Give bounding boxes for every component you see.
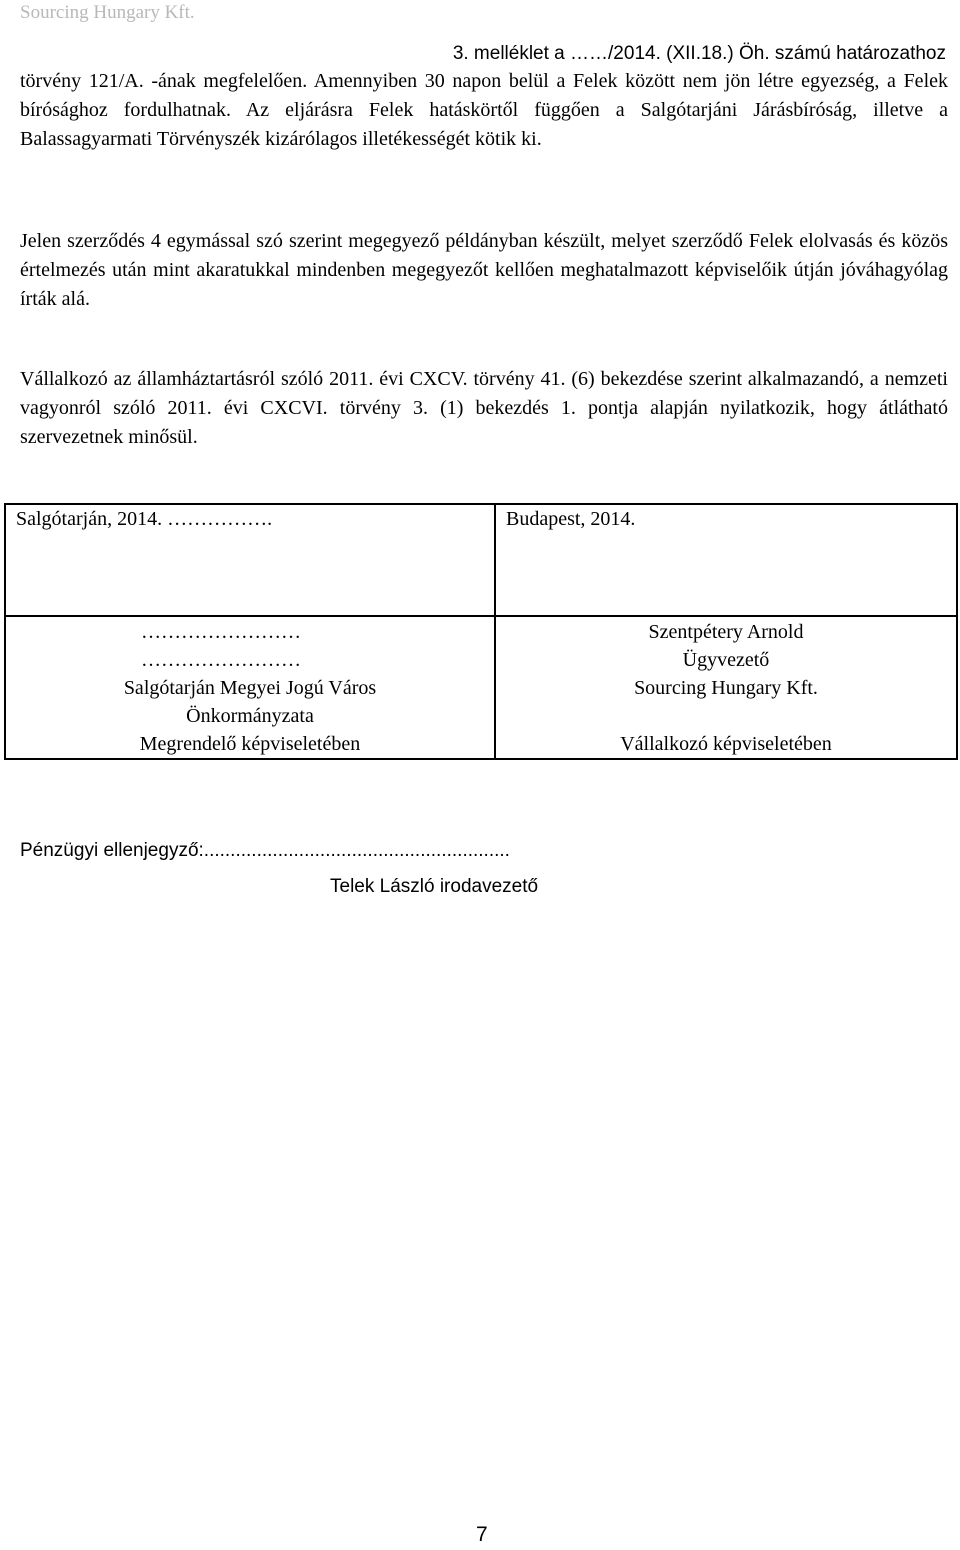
- signature-dots-line: ……………………: [141, 649, 301, 671]
- right-signatory-title: Ügyvezető: [682, 649, 770, 671]
- paragraph-copies: Jelen szerződés 4 egymással szó szerint megegyező példányban készült, melyet szerződő Felek elolvasás és közös értelmezés után mint akaratukkal mindenben megegyezőt kellően meghatalmazott képviselőik útján jóváhagyólag írták alá.: [20, 230, 948, 310]
- right-party-role: Vállalkozó képviseletében: [620, 733, 832, 755]
- signature-dots-line: ……………………: [141, 621, 301, 643]
- financial-countersign-label: Pénzügyi ellenjegyző:..........................................................: [20, 840, 510, 861]
- left-signature-cell: [5, 616, 495, 759]
- financial-countersign-name: Telek László irodavezető: [330, 876, 539, 897]
- left-party-name: Salgótarján Megyei Jogú Város: [123, 677, 377, 699]
- signature-table: [4, 503, 958, 760]
- annex-reference: 3. melléklet a ……/2014. (XII.18.) Öh. számú határozathoz: [452, 43, 946, 64]
- paragraph-transparency: Vállalkozó az államháztartásról szóló 2011. évi CXCV. törvény 41. (6) bekezdése szerint alkalmazandó, a nemzeti vagyonról szóló 2011. évi CXCVI. törvény 3. (1) bekezdés 1. pontja alapján nyilatkozik, hogy átlátható szervezetnek minősül.: [20, 368, 948, 448]
- watermark-text: Sourcing Hungary Kft.: [20, 2, 195, 23]
- left-party-role: Megrendelő képviseletében: [139, 733, 361, 755]
- right-signature-cell: [495, 616, 957, 759]
- right-blank-line: [496, 702, 956, 730]
- left-date-cell: [5, 504, 495, 616]
- paragraph-dispute-resolution: törvény 121/A. -ának megfelelően. Amennyiben 30 napon belül a Felek között nem jön létre egyezség, a Felek bírósághoz fordulhatnak. Az eljárásra Felek hatáskörtől függően a Salgótarjáni Járásbíróság, illetve a Balassagyarmati Törvényszék kizárólagos illetékességét kötik ki.: [20, 70, 948, 150]
- right-signatory-name: Szentpétery Arnold: [648, 621, 804, 643]
- right-date: Budapest, 2014.: [506, 508, 636, 530]
- left-date: Salgótarján, 2014. …………….: [16, 508, 273, 530]
- left-party-name-cont: Önkormányzata: [186, 705, 314, 727]
- right-date-cell: [495, 504, 957, 616]
- right-party-name: Sourcing Hungary Kft.: [634, 677, 818, 699]
- page-number: 7: [476, 1523, 488, 1546]
